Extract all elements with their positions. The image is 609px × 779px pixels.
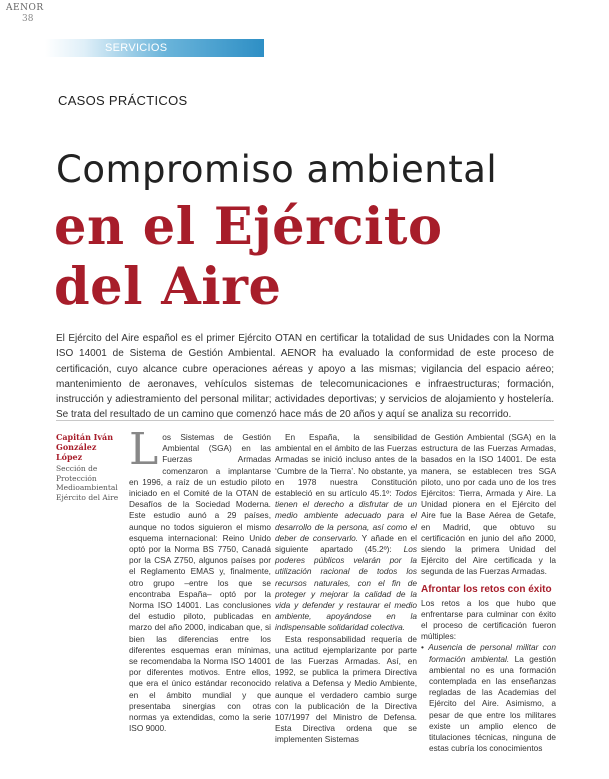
- subheading: Afrontar los retos con éxito: [421, 583, 552, 595]
- intro-paragraph: El Ejército del Aire español es el primer Ejército OTAN en certificar la totalidad de sus Unidades con la Norma ISO 14001 de Sistema de Gestión Ambiental. AENOR ha evaluado la conformidad de este proceso de certificación, cuyo alcance cubre operaciones aéreas y apoyo a las mismas; vigilancia del espacio aéreo; mantenimiento de aeronaves, vehículos sistemas de telecomunicaciones e infraestructuras; formación, instrucción y adiestramiento del personal militar; actividades deportivas; y servicios de alojamiento y hostelería. Se trata del resultado de un camino que comenzó hace más de 20 años y aquí se analiza su recorrido.: [56, 333, 554, 421]
- divider: [56, 420, 554, 421]
- author-block: [56, 432, 120, 502]
- constitution-quote-2: Los poderes públicos velarán por la utilización racional de todos los recursos naturales, con el fin de proteger y mejorar la calidad de la vida y defender y restaurar el medio ambiente, apoyándose en la indispensable solidaridad colectiva.: [275, 544, 417, 633]
- title-line-1: Compromiso ambiental: [56, 148, 498, 191]
- title-line-3: del Aire: [54, 257, 282, 317]
- col2-paragraph-2: Esta responsabilidad requería de una actitud ejemplarizante por parte de las Fuerzas Armadas. Así, en 1992, se publica la primera Directiva relativa a Defensa y Medio Ambiente, aunque el verdadero cambio surge con la publicación de la Directiva 107/1997 del Ministro de Defensa. Esta Directiva ordena que se implementen Sistemas: [275, 633, 417, 745]
- page-number: 38: [22, 14, 34, 24]
- publication-name: AENOR: [6, 3, 44, 13]
- author-role: Sección de Protección Medioambiental Ejército del Aire: [56, 464, 119, 502]
- kicker: CASOS PRÁCTICOS: [58, 93, 188, 108]
- article-column-1: [129, 424, 271, 734]
- bullet-marker: •: [421, 642, 424, 653]
- author-name: Capitán Iván González López: [56, 432, 114, 462]
- drop-cap: L: [129, 424, 159, 475]
- title-line-2: en el Ejército: [54, 197, 443, 257]
- section-label: SERVICIOS: [105, 42, 168, 54]
- bullet-text: La gestión ambiental no es una formación contemplada en las enseñanzas regladas de las Academias del Ejército del Aire. Asimismo, a pesar de que entre los militares existe un amplio elenco de titulaciones técnicas, ninguna de estas cubría los conocimientos: [429, 653, 556, 754]
- col2-paragraph-1-mid: Y añade en el siguiente apartado (45.2º):: [275, 532, 417, 555]
- col1-paragraph: os Sistemas de Gestión Ambiental (SGA) en las Fuerzas Armadas comenzaron a implantarse en 1996, a raíz de un estudio piloto iniciado en el Comité de la OTAN de Desafíos de la Sociedad Moderna. Este estudio aunó a 29 países, aunque no todos siguieron el mismo esquema internacional: Reino Unido optó por la Norma BS 7750, Canadá por la CSA Z750, algunos países por el Reglamento EMAS y, finalmente, otro grupo –entre los que se encontraba España– optó por la Norma ISO 14001. Las conclusiones del estudio piloto, publicadas en marzo del año 2000, indicaban que, si bien las diferencias entre los diferentes esquemas eran mínimas, se recomendaba la Norma ISO 14001 por diferentes motivos. Entre ellos, que era el único estándar reconocido en el ámbito mundial y que presentaba sinergias con otras normas ya extendidas, como la serie ISO 9000.: [129, 432, 271, 734]
- article-column-3: [421, 432, 556, 754]
- bullet-italic: Ausencia de personal militar con formación ambiental.: [428, 642, 556, 664]
- article-column-2: [275, 432, 417, 746]
- constitution-quote-1: Todos tienen el derecho a disfrutar de un medio ambiente adecuado para el desarrollo de la persona, así como el deber de conservarlo.: [275, 488, 418, 543]
- col2-paragraph-1: En España, la sensibilidad ambiental en el ámbito de las Fuerzas Armadas se inició incluso antes de la ‘Cumbre de la Tierra’. No obstante, ya en 1978 nuestra Constitución estableció en su artículo 45.1º:: [275, 432, 417, 499]
- col3-paragraph-1: de Gestión Ambiental (SGA) en la estructura de las Fuerzas Armadas, basados en la ISO 14001. De esta manera, se establecen tres SGA piloto, uno por cada uno de los tres Ejércitos: Tierra, Armada y Aire. La Unidad pionera en el Ejército del Aire fue la Base Aérea de Getafe, en Madrid, que obtuvo su certificación en junio del año 2000, siendo la primera Unidad del Ejército del Aire certificada y la segunda de las Fuerzas Armadas.: [421, 432, 556, 577]
- col3-paragraph-2: Los retos a los que hubo que enfrentarse para culminar con éxito el proceso de certificación fueron múltiples:: [421, 597, 556, 642]
- bullet-item: [421, 642, 556, 754]
